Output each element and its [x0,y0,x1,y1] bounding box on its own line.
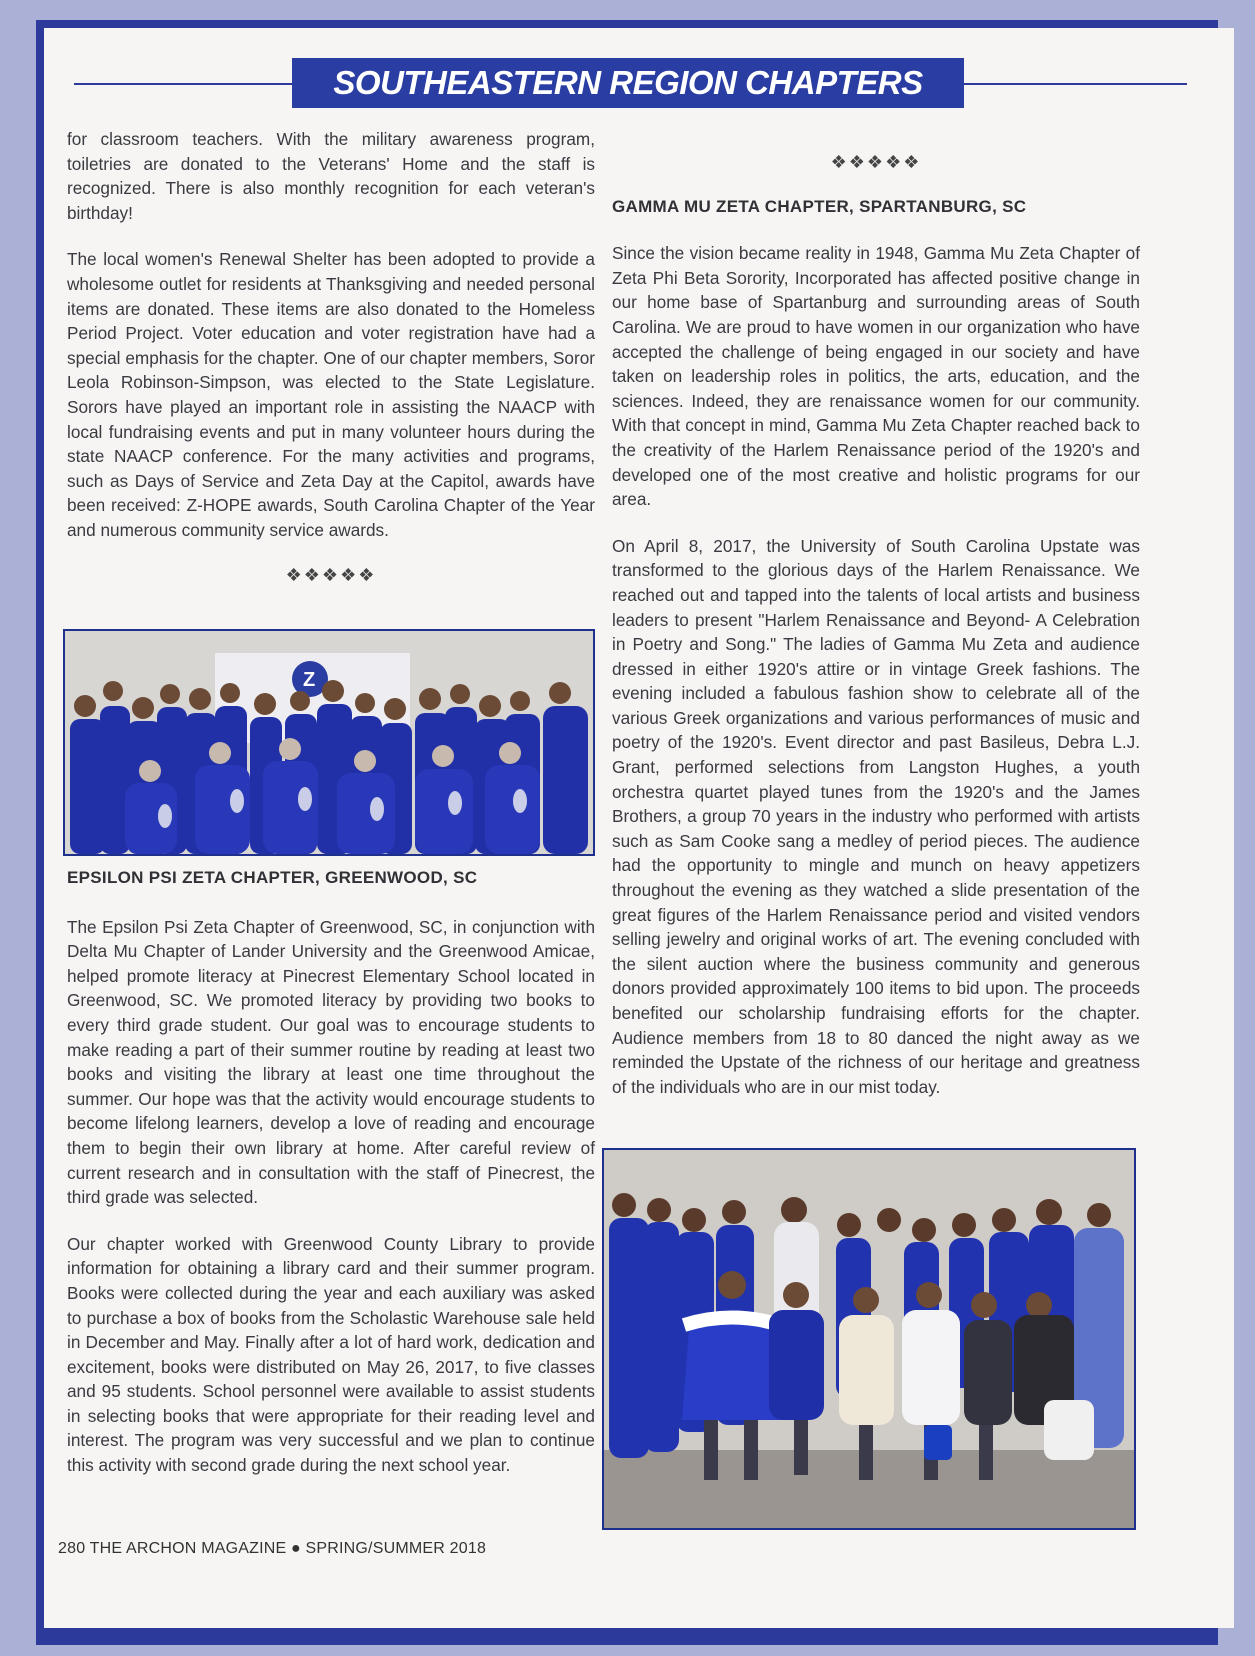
banner-rule-right [962,83,1187,85]
banner-rule-left [74,83,294,85]
intro-paragraph-2: The local women's Renewal Shelter has been adopted to provide a wholesome outlet for residents at Thanksgiving and needed personal items are donated. These items are also donated to the Homeless Period Project. Voter education and voter registration have had a special emphasis for the chapter. One of our chapter members, Soror Leola Robinson-Simpson, was elected to the State Legislature. Sorors have played an important role in assisting the NAACP with local fundraising events and put in many volunteer hours during the state NAACP conference. For the many activities and programs, such as Days of Service and Zeta Day at the Capitol, awards have been received: Z-HOPE awards, South Carolina Chapter of the Year and numerous community service awards. [67,249,595,540]
epsilon-psi-zeta-group-photo [63,629,595,856]
epsilon-paragraph-2: Our chapter worked with Greenwood County Library to provide information for obtaining a library card and their summer program. Books were collected during the year and each auxiliary was asked to purchase a box of books from the Scholastic Warehouse sale held in December and May. Finally after a lot of hard work, dedication and excitement, books were distributed on May 26, 2017, to five classes and 95 students. School personnel were available to assist students in selecting books that were appropriate for their reading level and interest. The program was very successful and we plan to continue this activity with second grade during the next school year. [67,1233,595,1476]
gamma-mu-zeta-heading: GAMMA MU ZETA CHAPTER, SPARTANBURG, SC [612,196,1027,216]
section-banner: SOUTHEASTERN REGION CHAPTERS [292,58,964,108]
epsilon-paragraph-1: The Epsilon Psi Zeta Chapter of Greenwood, SC, in conjunction with Delta Mu Chapter of Lander University and the Greenwood Amicae, helped promote literacy at Pinecrest Elementary School located in Greenwood, SC. We promoted literacy by providing two books to every third grade student. Our goal was to encourage students to make reading a part of their summer routine by reading at least two books and visiting the library at least one time throughout the summer. Our hope was that the activity would encourage students to become lifelong learners, develop a love of reading and encourage them to begin their own library at home. After careful review of current research and in consultation with the staff of Pinecrest, the third grade was selected. [67,916,595,1208]
svg-text:Z: Z [303,669,316,691]
intro-paragraph-1: for classroom teachers. With the military awareness program, toiletries are donated to the Veterans' Home and the staff is recognized. There is also monthly recognition for each veteran's birthday! [67,129,595,223]
magazine-page [44,28,1234,1628]
left-column-bottom [67,866,595,1478]
epsilon-psi-zeta-heading: EPSILON PSI ZETA CHAPTER, GREENWOOD, SC [67,868,478,887]
gamma-paragraph-1: Since the vision became reality in 1948, Gamma Mu Zeta Chapter of Zeta Phi Beta Sorority, Incorporated has affected positive change in our home base of Spartanburg and surrounding areas of South Carolina. We are proud to have women in our organization who have accepted the challenge of being engaged in our society and have taken on leadership roles in politics, the arts, education, and the sciences. Indeed, they are renaissance women for our community. With that concept in mind, Gamma Mu Zeta Chapter reached back to the creativity of the Harlem Renaissance period of the 1920's and developed one of the most creative and holistic programs for our area. [612,243,1140,510]
left-column-top [67,127,595,587]
ornament-divider: ❖❖❖❖❖ [285,564,377,585]
gamma-mu-zeta-group-photo [602,1148,1136,1530]
gamma-paragraph-2: On April 8, 2017, the University of South Carolina Upstate was transformed to the glorious days of the Harlem Renaissance. We reached out and tapped into the talents of local artists and business leaders to present "Harlem Renaissance and Beyond- A Celebration in Poetry and Song." The ladies of Gamma Mu Zeta and audience dressed in either 1920's attire or in vintage Greek fashions. The evening included a fabulous fashion show to celebrate all of the various Greek organizations and various performances of music and poetry of the 1920's. Event director and past Basileus, Debra L.J. Grant, performed selections from Langston Hughes, a youth orchestra quartet played tunes from the 1920's and the James Brothers, a group 70 years in the industry who performed with artists such as Sam Cooke sang a medley of period pieces. The audience had the opportunity to mingle and munch on heavy appetizers throughout the evening as they watched a slide presentation of the great figures of the Harlem Renaissance period and visited vendors selling jewelry and original works of art. The evening concluded with the silent auction where the business community and generous donors provided approximately 100 items to bid upon. The proceeds benefited our scholarship fundraising efforts for the chapter. Audience members from 18 to 80 danced the night away as we reminded the Upstate of the richness of our heritage and greatness of the individuals who are in our mist today. [612,535,1140,1097]
right-column [612,150,1140,1099]
page-footer: 280 THE ARCHON MAGAZINE ● SPRING/SUMMER 2018 [58,1540,487,1557]
ornament-divider-right: ❖❖❖❖❖ [830,152,922,172]
